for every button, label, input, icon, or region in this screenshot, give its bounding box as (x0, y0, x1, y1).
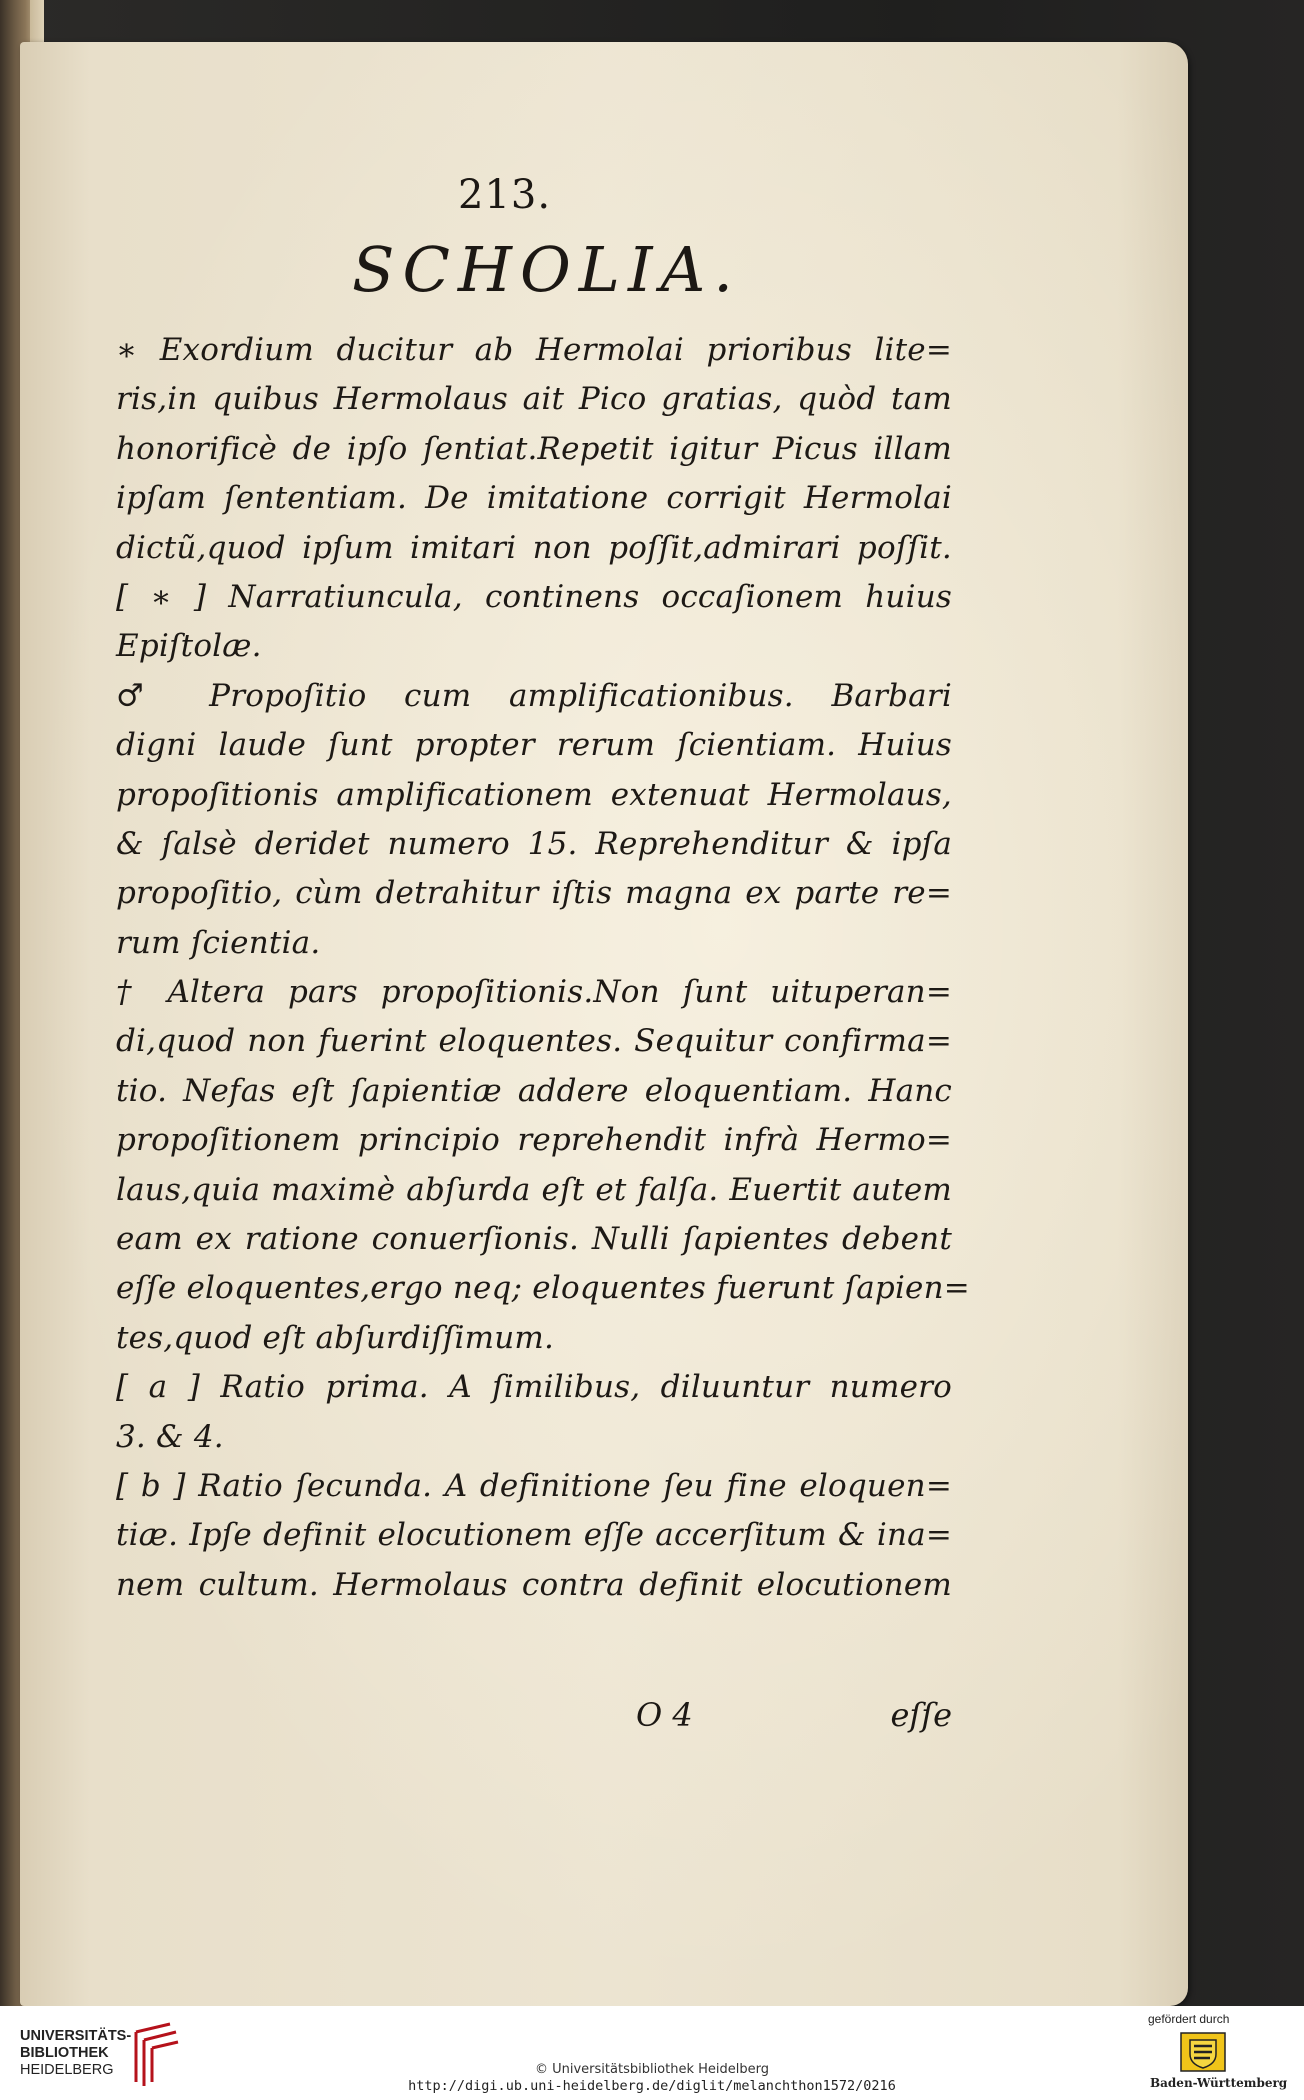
text-line: rum ſcientia. (116, 924, 321, 961)
source-url-link[interactable]: http://digi.ub.uni-heidelberg.de/diglit/melanchthon1572/0216 (408, 2078, 896, 2094)
signature-mark: O 4 (636, 1696, 693, 1734)
text-line: [ a ] Ratio prima. A ſimilibus, diluuntur numero (116, 1369, 952, 1406)
text-line: [ b ] Ratio ſecunda. A definitione ſeu fine eloquen= (116, 1467, 952, 1504)
catchword: eſſe (890, 1696, 952, 1734)
page-number: 213. (458, 172, 552, 218)
text-line: & ſalsè deridet numero 15. Reprehenditur & ipſa (116, 825, 952, 862)
text-line: tio. Nefas eſt ſapientiæ addere eloquentiam. Hanc (116, 1072, 952, 1109)
text-line: 3. & 4. (116, 1418, 224, 1455)
text-line: ris,in quibus Hermolaus ait Pico gratias, quòd tam (116, 381, 952, 418)
text-line: dictũ,quod ipſum imitari non poſſit,admirari poſſit. (116, 529, 952, 566)
text-line: propoſitionis amplificationem extenuat Hermolaus, (116, 776, 952, 813)
text-line: laus,quia maximè abſurda eſt et falſa. Euertit autem (116, 1171, 952, 1208)
library-name-line3: HEIDELBERG (20, 2062, 114, 2078)
scholia-text (116, 326, 970, 1610)
page-heading: SCHOLIA. (352, 233, 741, 306)
text-line: † Altera pars propoſitionis.Non ſunt uituperan= (116, 974, 952, 1011)
text-line: honorificè de ipſo ſentiat.Repetit igitur Picus illam (116, 430, 952, 467)
funder-name: Baden-Württemberg (1150, 2076, 1288, 2090)
copyright-notice: © Universitätsbibliothek Heidelberg (534, 2062, 769, 2077)
text-line: ♂ Propoſitio cum amplificationibus. Barbari (116, 677, 952, 714)
library-name-line1: UNIVERSITÄTS- (20, 2028, 132, 2044)
text-line: ipſam ſententiam. De imitatione corrigit Hermolai (116, 480, 952, 517)
page-footer-line (116, 1696, 952, 1746)
library-name-line2: BIBLIOTHEK (20, 2045, 109, 2061)
text-line: propoſitionem principio reprehendit infrà Hermo= (116, 1122, 952, 1159)
text-line: [ ∗ ] Narratiuncula, continens occaſionem huius (116, 578, 952, 615)
text-line: ∗ Exordium ducitur ab Hermolai prioribus lite= (116, 332, 952, 368)
coat-of-arms-icon (1180, 2032, 1226, 2072)
text-line: Epiſtolæ. (116, 628, 262, 665)
text-line: tes,quod eſt abſurdiſſimum. (116, 1319, 555, 1356)
text-line: eſſe eloquentes,ergo neq; eloquentes fuerunt ſapien= (116, 1270, 970, 1307)
text-line: tiæ. Ipſe definit elocutionem eſſe accerſitum & ina= (116, 1517, 952, 1554)
text-line: nem cultum. Hermolaus contra definit elocutionem (116, 1566, 952, 1603)
text-line: propoſitio, cùm detrahitur iſtis magna ex parte re= (116, 875, 952, 912)
digitization-footer (0, 2006, 1304, 2100)
text-line: di,quod non fuerint eloquentes. Sequitur confirma= (116, 1023, 952, 1060)
text-line: eam ex ratione conuerſionis. Nulli ſapientes debent (116, 1221, 952, 1258)
text-line: digni laude ſunt propter rerum ſcientiam. Huius (116, 727, 952, 764)
funded-by-label: gefördert durch (1148, 2012, 1230, 2026)
